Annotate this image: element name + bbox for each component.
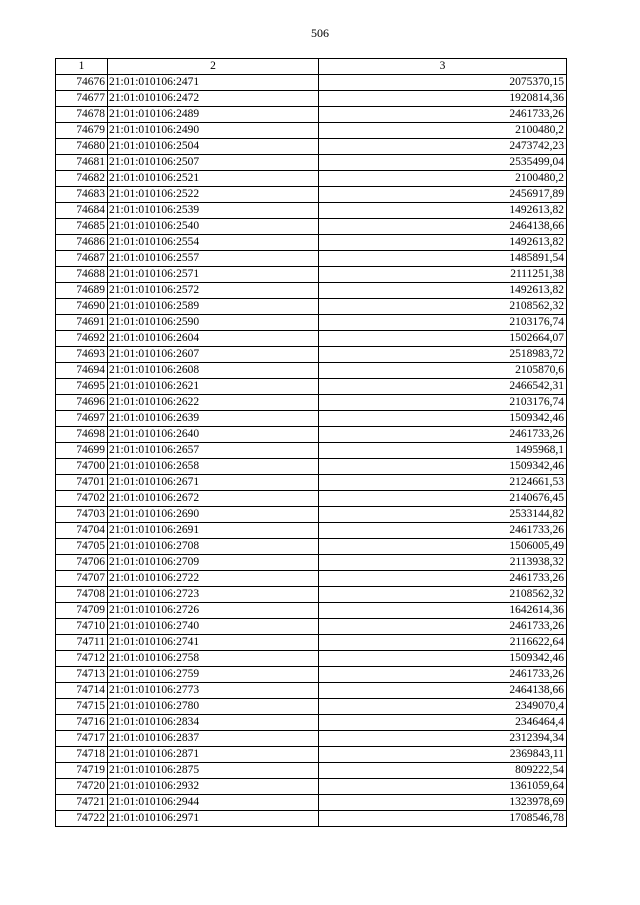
row-number: 74678 <box>56 107 108 123</box>
cadastral-number: 21:01:010106:2589 <box>108 299 319 315</box>
row-number: 74682 <box>56 171 108 187</box>
cadastral-number: 21:01:010106:2522 <box>108 187 319 203</box>
cadastral-number: 21:01:010106:2691 <box>108 523 319 539</box>
cadastral-number: 21:01:010106:2708 <box>108 539 319 555</box>
row-number: 74691 <box>56 315 108 331</box>
cadastral-value: 2473742,23 <box>319 139 567 155</box>
cadastral-value: 1708546,78 <box>319 811 567 827</box>
cadastral-number: 21:01:010106:2490 <box>108 123 319 139</box>
cadastral-number: 21:01:010106:2834 <box>108 715 319 731</box>
cadastral-number: 21:01:010106:2971 <box>108 811 319 827</box>
cadastral-value: 1323978,69 <box>319 795 567 811</box>
cadastral-value: 2461733,26 <box>319 523 567 539</box>
cadastral-value: 2116622,64 <box>319 635 567 651</box>
cadastral-value: 1492613,82 <box>319 283 567 299</box>
cadastral-value: 2113938,32 <box>319 555 567 571</box>
table-row <box>56 75 567 91</box>
row-number: 74695 <box>56 379 108 395</box>
cadastral-number: 21:01:010106:2608 <box>108 363 319 379</box>
row-number: 74679 <box>56 123 108 139</box>
cadastral-number: 21:01:010106:2672 <box>108 491 319 507</box>
table-row <box>56 571 567 587</box>
table-row <box>56 347 567 363</box>
row-number: 74699 <box>56 443 108 459</box>
table-row <box>56 683 567 699</box>
row-number: 74692 <box>56 331 108 347</box>
cadastral-value: 2533144,82 <box>319 507 567 523</box>
row-number: 74712 <box>56 651 108 667</box>
cadastral-value: 2124661,53 <box>319 475 567 491</box>
cadastral-value: 2108562,32 <box>319 299 567 315</box>
row-number: 74713 <box>56 667 108 683</box>
table-row <box>56 811 567 827</box>
cadastral-number: 21:01:010106:2671 <box>108 475 319 491</box>
table-row <box>56 427 567 443</box>
table-header <box>56 59 567 75</box>
row-number: 74721 <box>56 795 108 811</box>
table-row <box>56 299 567 315</box>
cadastral-value: 1361059,64 <box>319 779 567 795</box>
row-number: 74715 <box>56 699 108 715</box>
cadastral-number: 21:01:010106:2722 <box>108 571 319 587</box>
cadastral-value: 2140676,45 <box>319 491 567 507</box>
row-number: 74722 <box>56 811 108 827</box>
cadastral-number: 21:01:010106:2658 <box>108 459 319 475</box>
column-header-3: 3 <box>319 59 567 75</box>
row-number: 74717 <box>56 731 108 747</box>
cadastral-number: 21:01:010106:2571 <box>108 267 319 283</box>
row-number: 74716 <box>56 715 108 731</box>
row-number: 74711 <box>56 635 108 651</box>
table-row <box>56 315 567 331</box>
table-row <box>56 763 567 779</box>
table-row <box>56 379 567 395</box>
cadastral-value: 1492613,82 <box>319 203 567 219</box>
cadastral-number: 21:01:010106:2871 <box>108 747 319 763</box>
cadastral-number: 21:01:010106:2759 <box>108 667 319 683</box>
cadastral-value: 2108562,32 <box>319 587 567 603</box>
table-row <box>56 107 567 123</box>
row-number: 74705 <box>56 539 108 555</box>
row-number: 74701 <box>56 475 108 491</box>
cadastral-number: 21:01:010106:2657 <box>108 443 319 459</box>
cadastral-value: 1506005,49 <box>319 539 567 555</box>
table-row <box>56 699 567 715</box>
cadastral-value: 2103176,74 <box>319 395 567 411</box>
row-number: 74680 <box>56 139 108 155</box>
cadastral-value: 1920814,36 <box>319 91 567 107</box>
row-number: 74714 <box>56 683 108 699</box>
cadastral-number: 21:01:010106:2709 <box>108 555 319 571</box>
cadastral-number: 21:01:010106:2621 <box>108 379 319 395</box>
table-row <box>56 491 567 507</box>
cadastral-number: 21:01:010106:2723 <box>108 587 319 603</box>
table-row <box>56 715 567 731</box>
cadastral-value: 2369843,11 <box>319 747 567 763</box>
table-row <box>56 443 567 459</box>
cadastral-value: 1509342,46 <box>319 651 567 667</box>
cadastral-value: 2105870,6 <box>319 363 567 379</box>
row-number: 74685 <box>56 219 108 235</box>
column-header-1: 1 <box>56 59 108 75</box>
cadastral-value: 1502664,07 <box>319 331 567 347</box>
cadastral-number: 21:01:010106:2539 <box>108 203 319 219</box>
table-row <box>56 363 567 379</box>
table-row <box>56 91 567 107</box>
row-number: 74688 <box>56 267 108 283</box>
cadastral-value: 1642614,36 <box>319 603 567 619</box>
cadastral-number: 21:01:010106:2590 <box>108 315 319 331</box>
table-row <box>56 475 567 491</box>
row-number: 74698 <box>56 427 108 443</box>
page-number: 506 <box>311 26 329 40</box>
cadastral-value: 2535499,04 <box>319 155 567 171</box>
cadastral-value: 2312394,34 <box>319 731 567 747</box>
row-number: 74690 <box>56 299 108 315</box>
row-number: 74707 <box>56 571 108 587</box>
row-number: 74694 <box>56 363 108 379</box>
row-number: 74720 <box>56 779 108 795</box>
cadastral-number: 21:01:010106:2758 <box>108 651 319 667</box>
cadastral-number: 21:01:010106:2741 <box>108 635 319 651</box>
table-row <box>56 523 567 539</box>
table-row <box>56 731 567 747</box>
row-number: 74697 <box>56 411 108 427</box>
cadastral-value: 2464138,66 <box>319 683 567 699</box>
cadastral-value: 809222,54 <box>319 763 567 779</box>
table-row <box>56 251 567 267</box>
row-number: 74693 <box>56 347 108 363</box>
cadastral-value: 1485891,54 <box>319 251 567 267</box>
cadastral-value: 2100480,2 <box>319 171 567 187</box>
row-number: 74702 <box>56 491 108 507</box>
cadastral-number: 21:01:010106:2740 <box>108 619 319 635</box>
cadastral-number: 21:01:010106:2640 <box>108 427 319 443</box>
row-number: 74708 <box>56 587 108 603</box>
cadastral-number: 21:01:010106:2521 <box>108 171 319 187</box>
table-row <box>56 459 567 475</box>
table-row <box>56 619 567 635</box>
row-number: 74689 <box>56 283 108 299</box>
row-number: 74677 <box>56 91 108 107</box>
cadastral-number: 21:01:010106:2554 <box>108 235 319 251</box>
cadastral-value: 1509342,46 <box>319 411 567 427</box>
table-row <box>56 267 567 283</box>
cadastral-number: 21:01:010106:2557 <box>108 251 319 267</box>
cadastral-value: 2461733,26 <box>319 619 567 635</box>
table-row <box>56 795 567 811</box>
table-row <box>56 667 567 683</box>
row-number: 74706 <box>56 555 108 571</box>
row-number: 74704 <box>56 523 108 539</box>
table-row <box>56 283 567 299</box>
table-row <box>56 635 567 651</box>
cadastral-number: 21:01:010106:2773 <box>108 683 319 699</box>
cadastral-number: 21:01:010106:2471 <box>108 75 319 91</box>
cadastral-value: 2111251,38 <box>319 267 567 283</box>
table-row <box>56 123 567 139</box>
table-row <box>56 411 567 427</box>
table-row <box>56 747 567 763</box>
cadastral-value: 2103176,74 <box>319 315 567 331</box>
cadastral-number: 21:01:010106:2932 <box>108 779 319 795</box>
row-number: 74687 <box>56 251 108 267</box>
cadastral-value: 2075370,15 <box>319 75 567 91</box>
row-number: 74676 <box>56 75 108 91</box>
cadastral-number: 21:01:010106:2944 <box>108 795 319 811</box>
cadastral-value: 2100480,2 <box>319 123 567 139</box>
table-row <box>56 171 567 187</box>
cadastral-number: 21:01:010106:2875 <box>108 763 319 779</box>
cadastral-number: 21:01:010106:2780 <box>108 699 319 715</box>
row-number: 74696 <box>56 395 108 411</box>
table-row <box>56 539 567 555</box>
cadastral-number: 21:01:010106:2639 <box>108 411 319 427</box>
cadastral-value: 1509342,46 <box>319 459 567 475</box>
table-row <box>56 395 567 411</box>
row-number: 74703 <box>56 507 108 523</box>
cadastral-value: 2461733,26 <box>319 667 567 683</box>
table-row <box>56 203 567 219</box>
cadastral-value: 2461733,26 <box>319 107 567 123</box>
table-row <box>56 187 567 203</box>
table-row <box>56 603 567 619</box>
row-number: 74686 <box>56 235 108 251</box>
row-number: 74681 <box>56 155 108 171</box>
column-header-2: 2 <box>108 59 319 75</box>
row-number: 74700 <box>56 459 108 475</box>
table-body <box>56 75 567 827</box>
cadastral-value: 2461733,26 <box>319 571 567 587</box>
table-row <box>56 139 567 155</box>
cadastral-number: 21:01:010106:2837 <box>108 731 319 747</box>
cadastral-number: 21:01:010106:2507 <box>108 155 319 171</box>
cadastral-number: 21:01:010106:2690 <box>108 507 319 523</box>
cadastral-number: 21:01:010106:2622 <box>108 395 319 411</box>
cadastral-value: 2466542,31 <box>319 379 567 395</box>
cadastral-number: 21:01:010106:2540 <box>108 219 319 235</box>
table-row <box>56 555 567 571</box>
table-row <box>56 219 567 235</box>
cadastral-value: 2349070,4 <box>319 699 567 715</box>
table-row <box>56 587 567 603</box>
cadastral-value: 2461733,26 <box>319 427 567 443</box>
row-number: 74683 <box>56 187 108 203</box>
row-number: 74719 <box>56 763 108 779</box>
cadastral-number: 21:01:010106:2607 <box>108 347 319 363</box>
table-row <box>56 651 567 667</box>
cadastral-value-table <box>55 58 567 827</box>
header-row <box>56 59 567 75</box>
cadastral-number: 21:01:010106:2489 <box>108 107 319 123</box>
cadastral-number: 21:01:010106:2504 <box>108 139 319 155</box>
cadastral-value: 2464138,66 <box>319 219 567 235</box>
cadastral-number: 21:01:010106:2472 <box>108 91 319 107</box>
cadastral-value: 2518983,72 <box>319 347 567 363</box>
cadastral-number: 21:01:010106:2572 <box>108 283 319 299</box>
cadastral-value: 2456917,89 <box>319 187 567 203</box>
cadastral-value: 1492613,82 <box>319 235 567 251</box>
table-row <box>56 507 567 523</box>
row-number: 74710 <box>56 619 108 635</box>
table-row <box>56 331 567 347</box>
cadastral-number: 21:01:010106:2604 <box>108 331 319 347</box>
row-number: 74709 <box>56 603 108 619</box>
table-row <box>56 155 567 171</box>
table-row <box>56 779 567 795</box>
row-number: 74718 <box>56 747 108 763</box>
cadastral-number: 21:01:010106:2726 <box>108 603 319 619</box>
table-row <box>56 235 567 251</box>
cadastral-value: 2346464,4 <box>319 715 567 731</box>
cadastral-value: 1495968,1 <box>319 443 567 459</box>
row-number: 74684 <box>56 203 108 219</box>
